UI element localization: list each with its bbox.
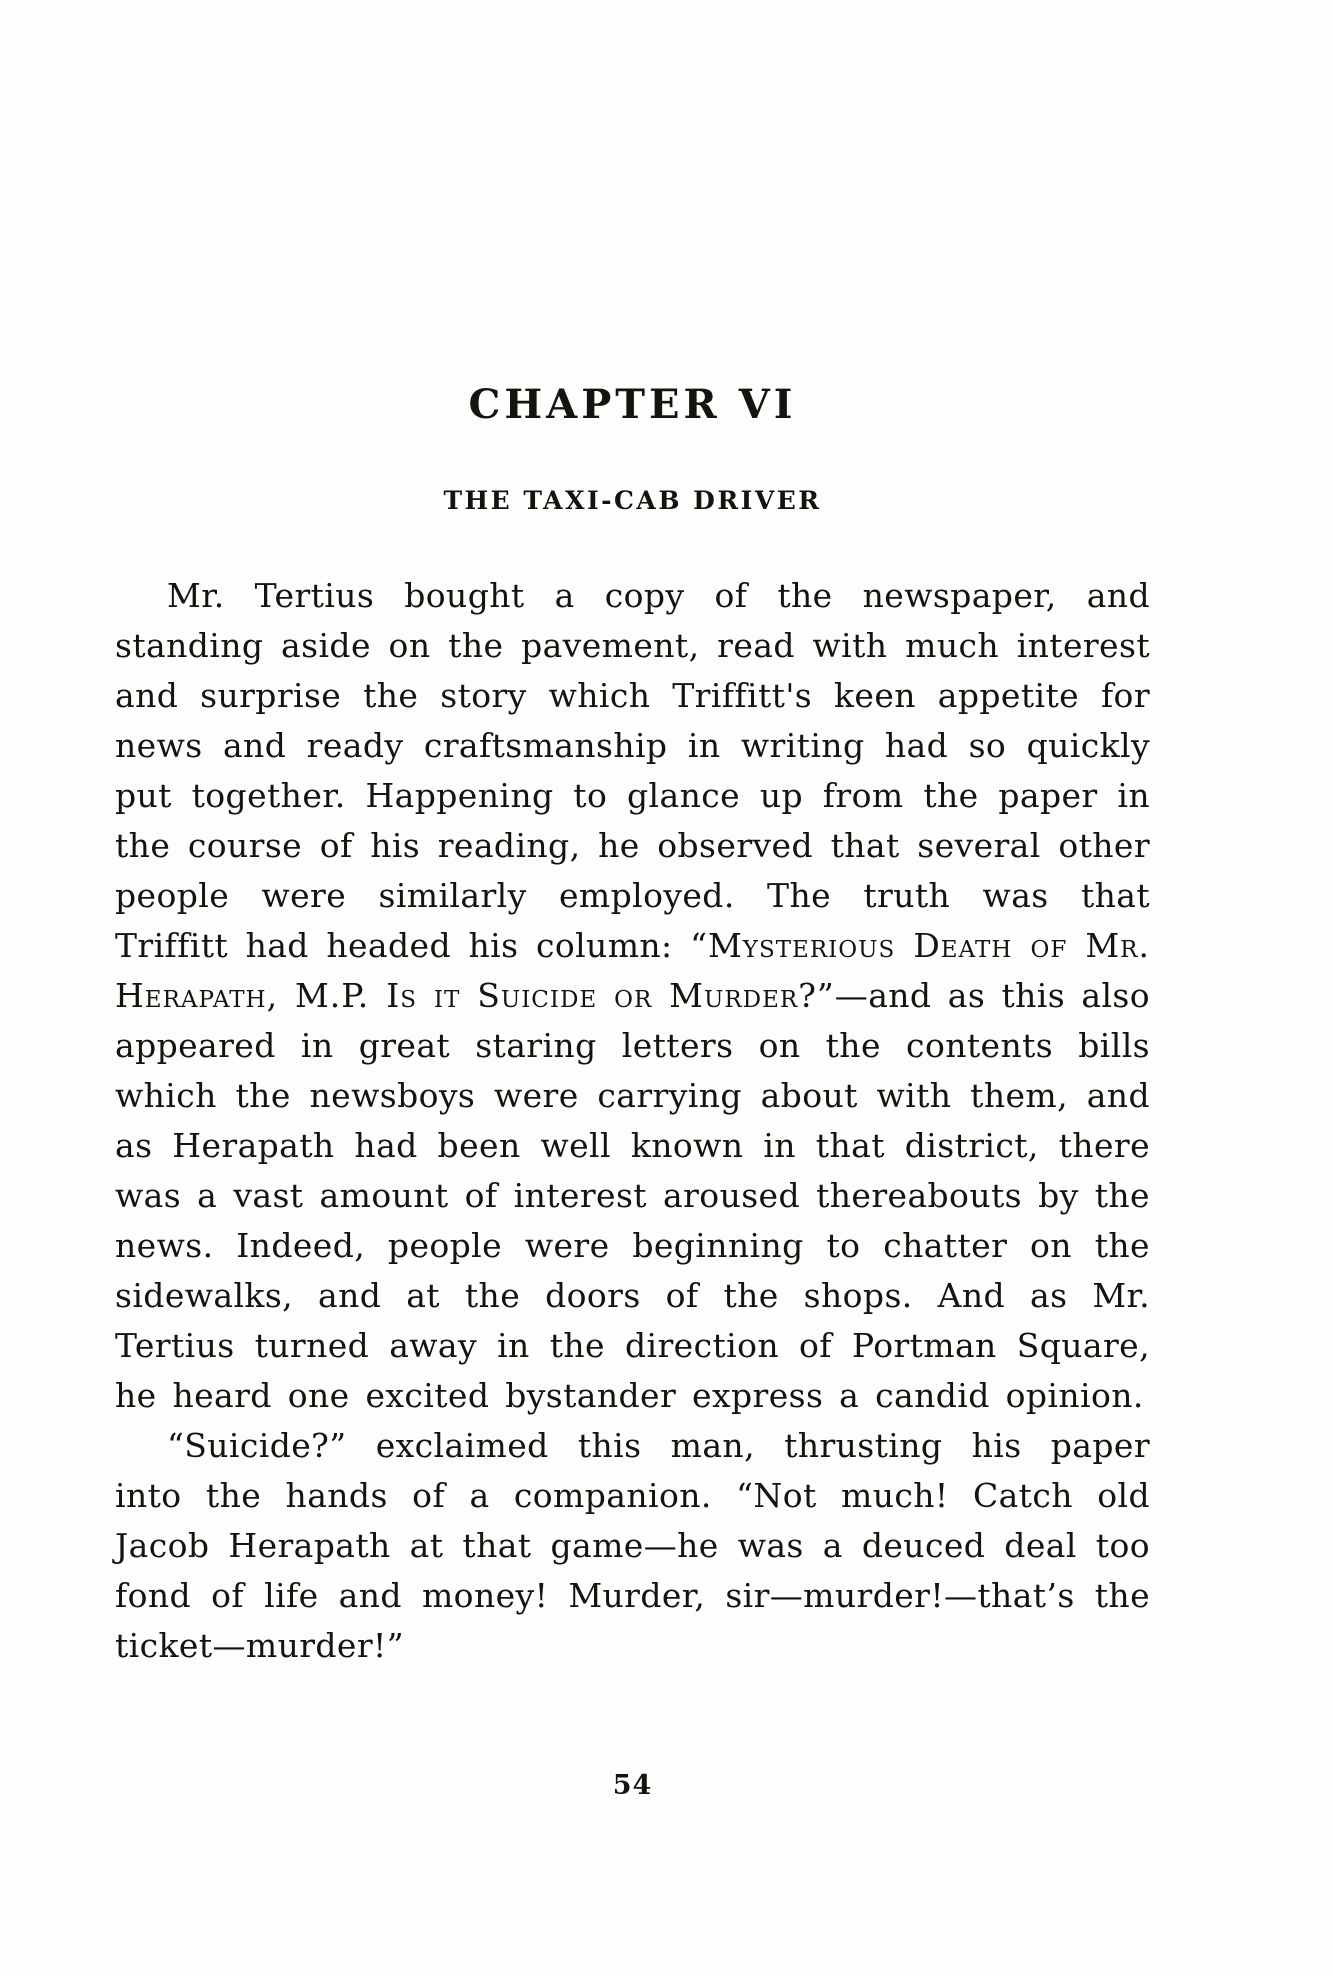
paragraph-1-tail: —and as this also appeared in great staring letters on the contents bills which the newsboys were carrying about with them, and as Herapath had been well known in that district, there was a vast amount of interest aroused thereabouts by the news. Indeed, people were beginning to chatter on the sidewalks, and at the doors of the shops. And as Mr. Tertius turned away in the direction of Portman Square, he heard one excited bystander express a candid opinion. <box>115 975 1151 1415</box>
page-number: 54 <box>612 1770 653 1801</box>
paragraph-2: “Suicide?” exclaimed this man, thrusting his paper into the hands of a companion. “Not much! Catch old Jacob Herapath at that game—he was a deuced deal too fond of life and money! Murder, sir—murder!—that’s the ticket—murder!” <box>115 1425 1150 1665</box>
paragraph-1-headline-smallcaps: “Mysterious Death of Mr. Herapath, M.P. Is it Suicide or Murder?” <box>115 925 1150 1015</box>
paragraph-1-lead: Mr. Tertius bought a copy of the newspaper, and standing aside on the pavement, read with much interest and surprise the story which Triffitt's keen appetite for news and ready craftsmanship in writing had so quickly put together. Happening to glance up from the paper in the course of his reading, he observed that several other people were similarly employed. The truth was that Triffitt had headed his column: <box>115 575 1150 965</box>
paragraph-1 <box>115 571 1150 1421</box>
text-block <box>115 0 1150 1671</box>
chapter-subtitle: THE TAXI-CAB DRIVER <box>443 486 822 515</box>
chapter-heading: CHAPTER VI <box>468 381 797 428</box>
